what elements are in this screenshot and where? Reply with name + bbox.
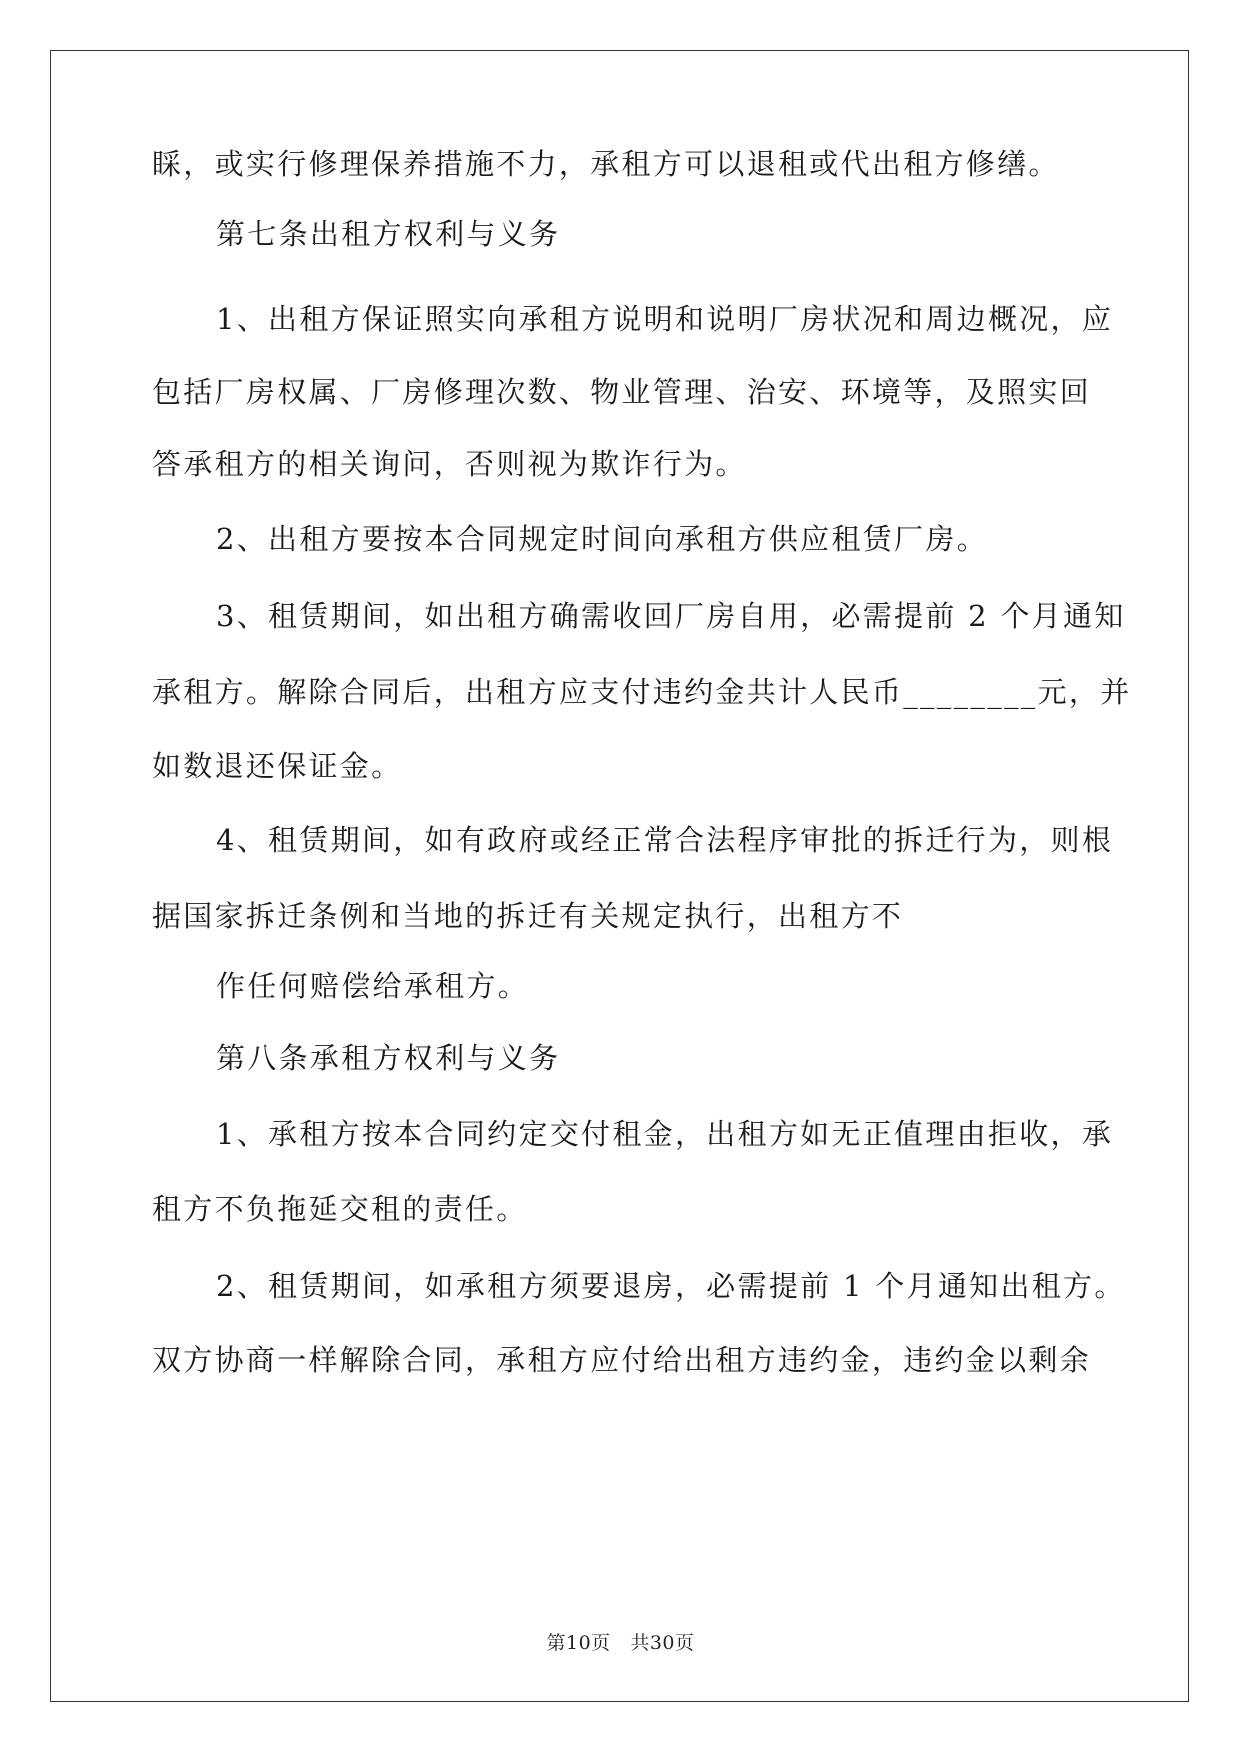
text-line: 1、出租方保证照实向承租方说明和说明厂房状况和周边概况，应 bbox=[216, 302, 1114, 336]
text-line: 据国家拆迁条例和当地的拆迁有关规定执行，出租方不 bbox=[152, 899, 904, 933]
total-pages: 共30页 bbox=[630, 1632, 695, 1654]
text-line: 2、出租方要按本合同规定时间向承租方供应租赁厂房。 bbox=[216, 522, 988, 556]
text-line: 睬，或实行修理保养措施不力，承租方可以退租或代出租方修缮。 bbox=[152, 147, 1060, 181]
text-line: 双方协商一样解除合同，承租方应付给出租方违约金，违约金以剩余 bbox=[152, 1343, 1092, 1377]
text-line: 答承租方的相关询问，否则视为欺诈行为。 bbox=[152, 447, 747, 481]
text-line: 租方不负拖延交租的责任。 bbox=[152, 1192, 528, 1226]
text-line: 承租方。解除合同后，出租方应支付违约金共计人民币________元，并 bbox=[152, 675, 1132, 709]
text-line: 2、租赁期间，如承租方须要退房，必需提前 1 个月通知出租方。 bbox=[216, 1269, 1126, 1303]
text-line: 包括厂房权属、厂房修理次数、物业管理、治安、环境等，及照实回 bbox=[152, 375, 1092, 409]
current-page-number: 第10页 bbox=[546, 1632, 611, 1654]
text-line: 1、承租方按本合同约定交付租金，出租方如无正值理由拒收，承 bbox=[216, 1117, 1114, 1151]
text-line: 3、租赁期间，如出租方确需收回厂房自用，必需提前 2 个月通知 bbox=[216, 599, 1126, 633]
text-line: 4、租赁期间，如有政府或经正常合法程序审批的拆迁行为，则根 bbox=[216, 823, 1114, 857]
page-border bbox=[50, 50, 1189, 1702]
section-heading: 第七条出租方权利与义务 bbox=[216, 217, 561, 251]
text-line: 如数退还保证金。 bbox=[152, 749, 403, 783]
page-footer bbox=[0, 1628, 1241, 1655]
section-heading: 第八条承租方权利与义务 bbox=[216, 1041, 561, 1075]
text-line: 作任何赔偿给承租方。 bbox=[216, 969, 530, 1003]
